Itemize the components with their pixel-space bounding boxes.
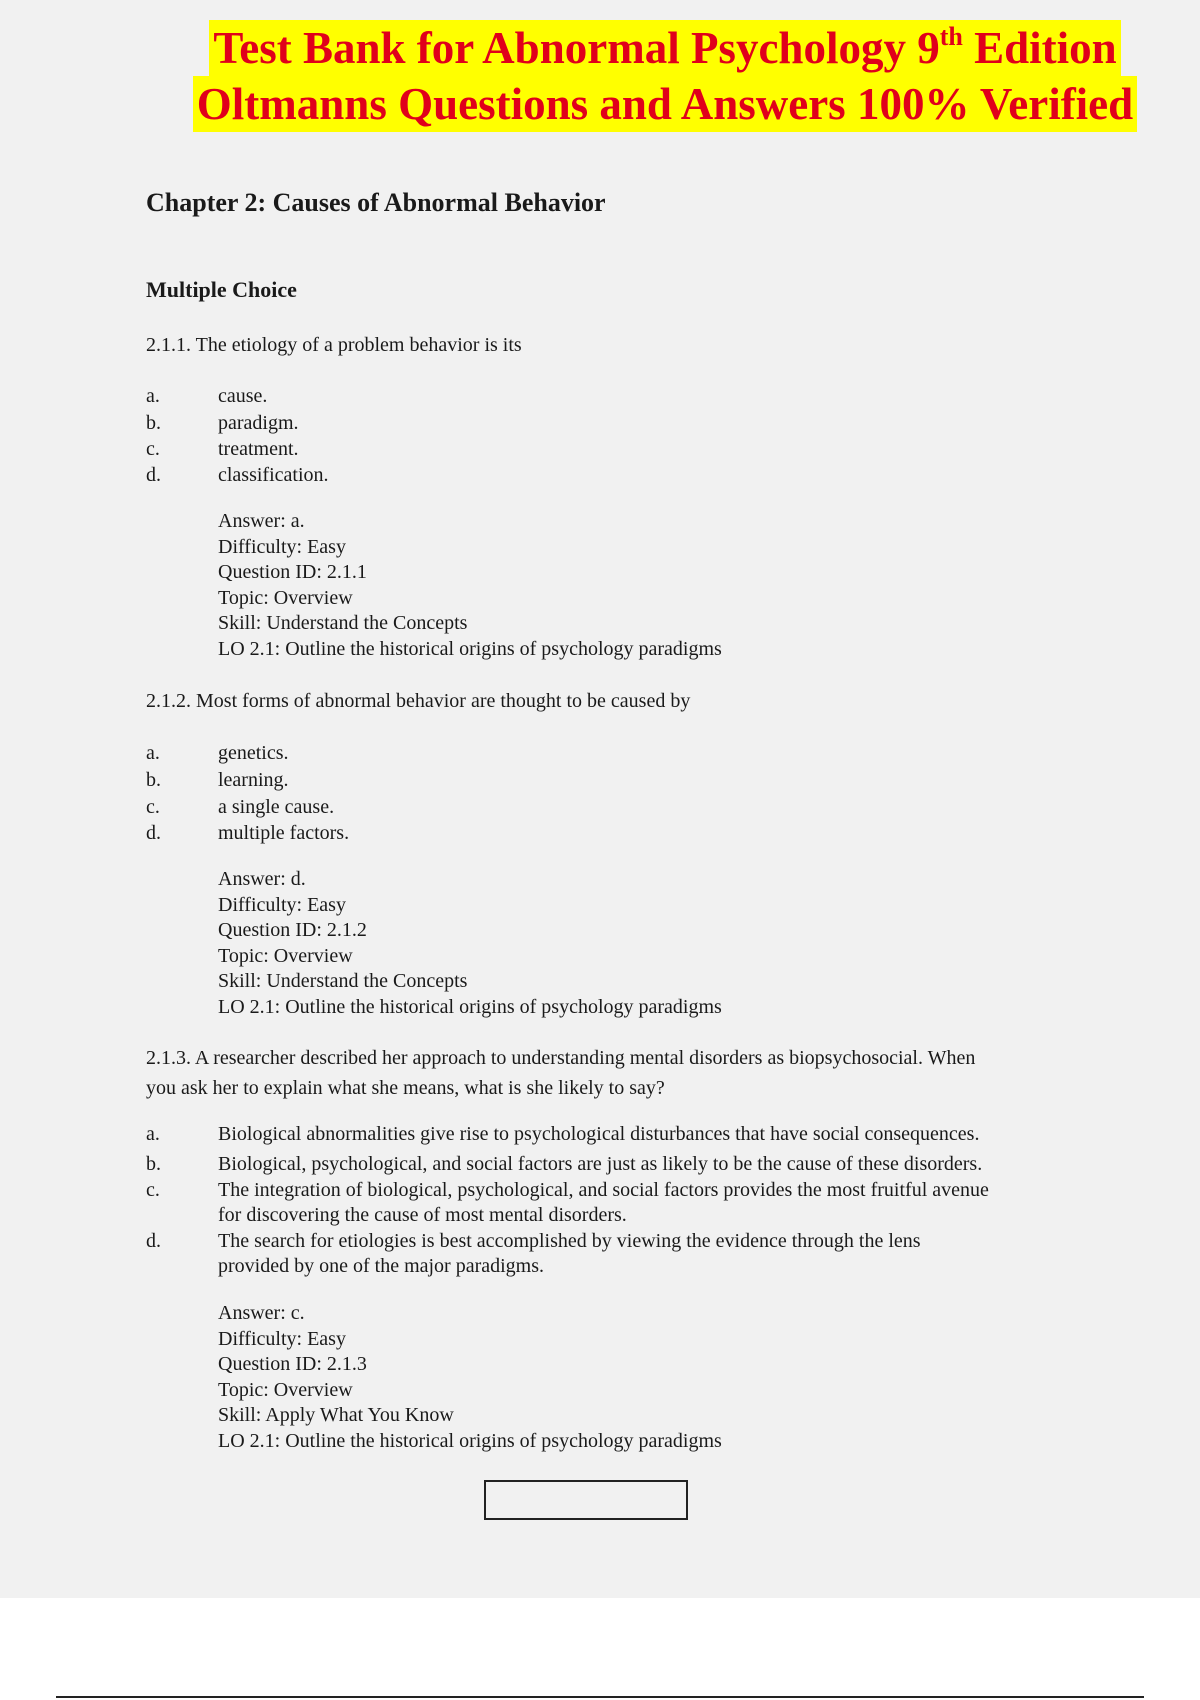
- question-3-answer-block: [218, 1301, 722, 1454]
- option-text: paradigm.: [218, 412, 299, 434]
- title-line-1-text: Test Bank for Abnormal Psychology 9: [213, 23, 940, 73]
- option-letter: a.: [146, 742, 160, 764]
- option-letter: b.: [146, 412, 161, 434]
- difficulty: Difficulty: Easy: [218, 893, 346, 916]
- topic: Topic: Overview: [218, 1378, 353, 1401]
- option-text-line-2: for discovering the cause of most mental disorders.: [218, 1204, 627, 1226]
- title-superscript: th: [939, 22, 963, 51]
- answer: Answer: c.: [218, 1302, 305, 1324]
- skill: Skill: Understand the Concepts: [218, 612, 468, 634]
- question-id: Question ID: 2.1.3: [218, 1353, 367, 1375]
- option-text-line-2: provided by one of the major paradigms.: [218, 1255, 545, 1277]
- skill: Skill: Understand the Concepts: [218, 970, 468, 992]
- document-title: [150, 20, 1180, 132]
- option-letter: b.: [146, 769, 161, 791]
- question-3-stem: [146, 1043, 1086, 1103]
- section-heading: Multiple Choice: [146, 277, 297, 302]
- option-text-line-1: The integration of biological, psychological, and social factors provides the most fruitful avenue: [218, 1179, 989, 1201]
- question-2-stem: 2.1.2. Most forms of abnormal behavior are thought to be caused by: [146, 690, 691, 712]
- option-letter: d.: [146, 822, 161, 844]
- option-text: multiple factors.: [218, 822, 350, 844]
- option-letter: d.: [146, 464, 161, 486]
- learning-objective: LO 2.1: Outline the historical origins of psychology paradigms: [218, 995, 722, 1018]
- option-text: learning.: [218, 769, 289, 791]
- skill: Skill: Apply What You Know: [218, 1404, 454, 1426]
- learning-objective: LO 2.1: Outline the historical origins of psychology paradigms: [218, 1429, 722, 1452]
- answer: Answer: d.: [218, 868, 306, 890]
- title-line-1: [209, 20, 1120, 76]
- question-3-stem-line-2: you ask her to explain what she means, what is she likely to say?: [146, 1077, 665, 1099]
- title-line-2: Oltmanns Questions and Answers 100% Verified: [193, 76, 1137, 132]
- option-text: Biological abnormalities give rise to psychological disturbances that have social consequences.: [218, 1123, 980, 1145]
- option-text: genetics.: [218, 742, 289, 764]
- topic: Topic: Overview: [218, 586, 353, 609]
- option-letter: a.: [146, 385, 160, 407]
- option-letter: c.: [146, 438, 160, 460]
- option-letter: a.: [146, 1123, 160, 1145]
- option-letter: d.: [146, 1230, 161, 1252]
- option-text: cause.: [218, 385, 268, 407]
- learning-objective: LO 2.1: Outline the historical origins of psychology paradigms: [218, 637, 722, 660]
- option-letter: c.: [146, 1179, 160, 1201]
- question-1-stem: 2.1.1. The etiology of a problem behavior is its: [146, 334, 522, 356]
- chapter-heading: Chapter 2: Causes of Abnormal Behavior: [146, 188, 606, 217]
- question-3-stem-line-1: 2.1.3. A researcher described her approach to understanding mental disorders as biopsychosocial. When: [146, 1047, 976, 1069]
- page-divider: [56, 1696, 1144, 1698]
- question-id: Question ID: 2.1.1: [218, 561, 367, 583]
- option-text: Biological, psychological, and social factors are just as likely to be the cause of these disorders.: [218, 1153, 983, 1175]
- difficulty: Difficulty: Easy: [218, 535, 346, 558]
- title-line-1-suffix: Edition: [962, 23, 1117, 73]
- answer: Answer: a.: [218, 510, 305, 532]
- option-text: classification.: [218, 464, 329, 486]
- option-text: a single cause.: [218, 796, 335, 818]
- option-text: [218, 1178, 1200, 1228]
- option-letter: c.: [146, 796, 160, 818]
- question-id: Question ID: 2.1.2: [218, 919, 367, 941]
- page-number-box: [484, 1480, 688, 1520]
- topic: Topic: Overview: [218, 944, 353, 967]
- difficulty: Difficulty: Easy: [218, 1327, 346, 1350]
- question-2-answer-block: [218, 867, 722, 1020]
- question-1-answer-block: [218, 509, 722, 662]
- option-text: treatment.: [218, 438, 299, 460]
- option-text-line-1: The search for etiologies is best accomplished by viewing the evidence through the lens: [218, 1230, 921, 1252]
- option-text: [218, 1229, 1200, 1279]
- option-letter: b.: [146, 1153, 161, 1175]
